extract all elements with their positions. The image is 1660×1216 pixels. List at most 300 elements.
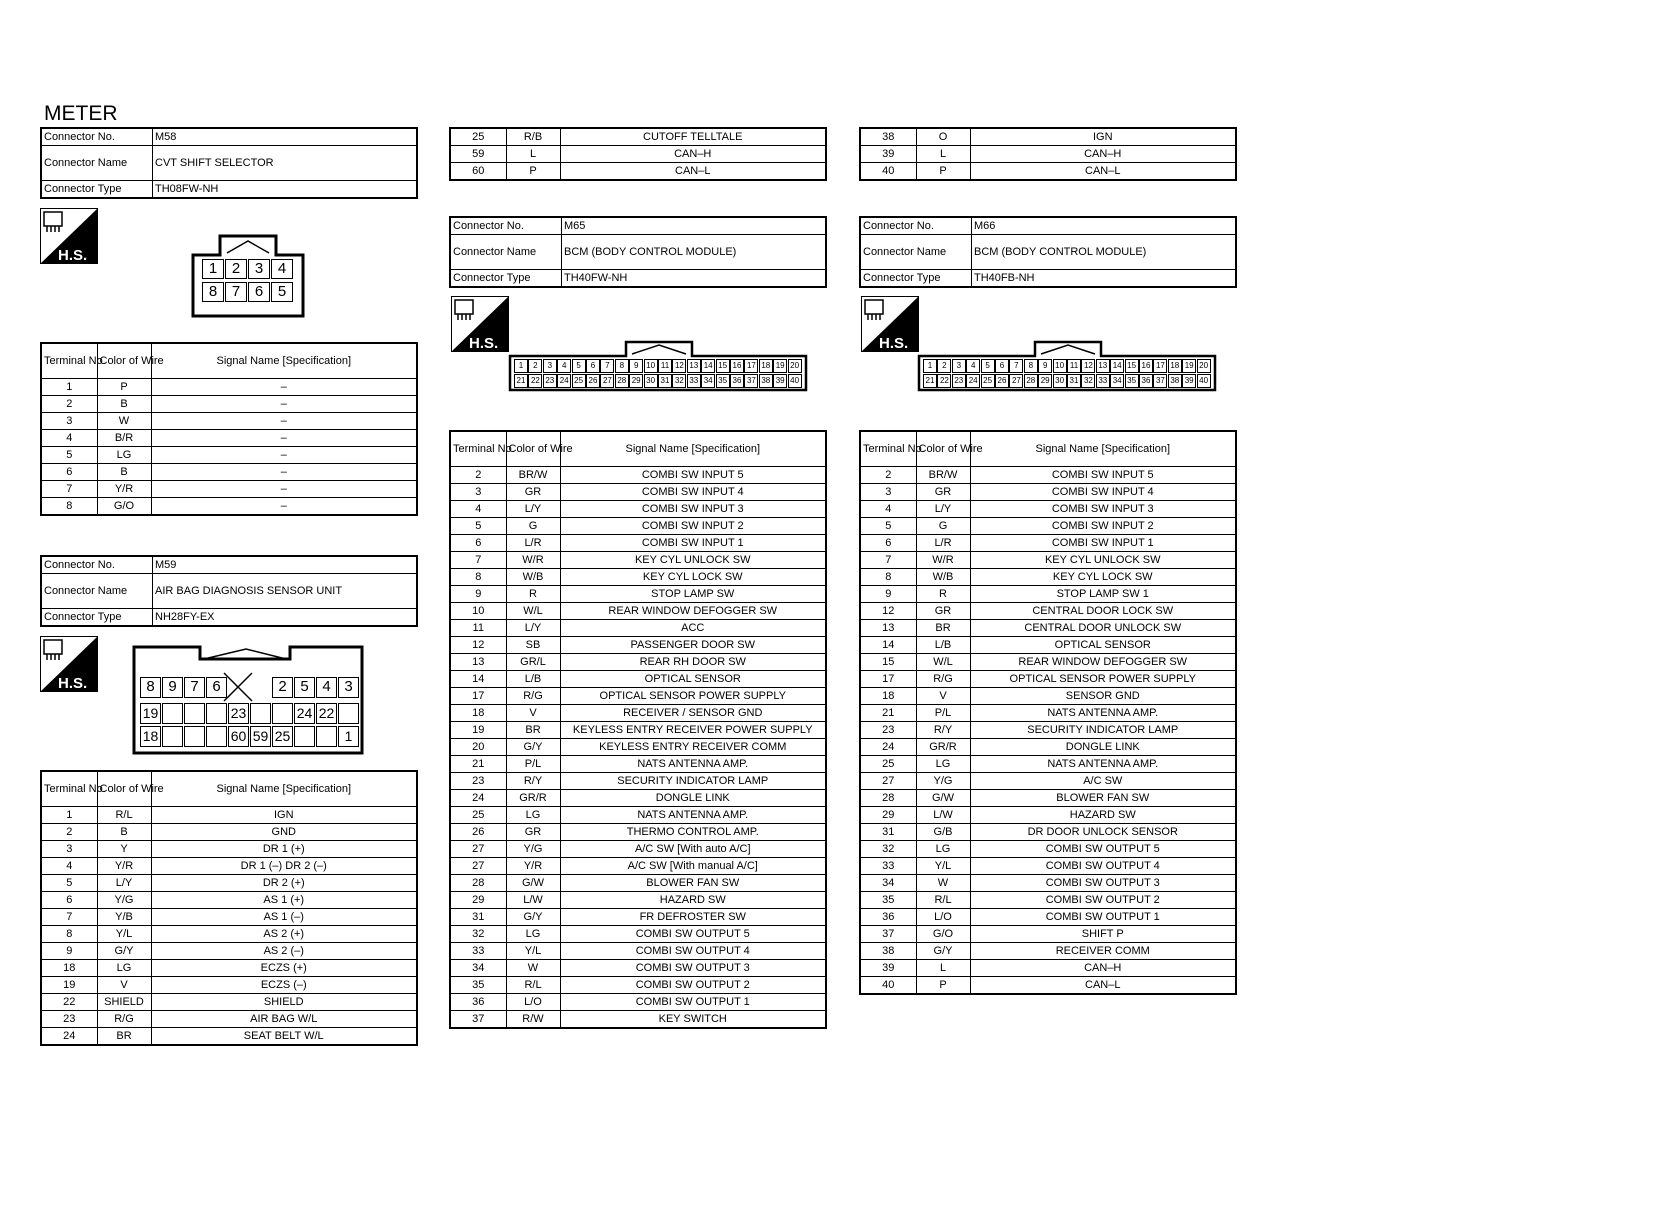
signal-name: CAN–L (970, 977, 1236, 995)
signal-name: COMBI SW INPUT 4 (560, 484, 826, 501)
terminal-no: 25 (860, 756, 916, 773)
m65-pin: 4 (557, 359, 571, 373)
table-row (860, 977, 1236, 995)
header-terminal-no: Terminal No. (860, 431, 916, 467)
signal-name: NATS ANTENNA AMP. (970, 705, 1236, 722)
empty-pin-cell (162, 726, 183, 747)
pin-cell: 6 (206, 677, 227, 698)
signal-name: RECEIVER / SENSOR GND (560, 705, 826, 722)
hs-label: H.S. (58, 675, 88, 692)
terminal-no: 40 (860, 977, 916, 995)
terminal-no: 12 (450, 637, 506, 654)
header-signal-name: Signal Name [Specification] (560, 431, 826, 467)
pin-cell: 19 (140, 703, 161, 724)
signal-name: COMBI SW INPUT 2 (560, 518, 826, 535)
empty-pin-cell (250, 703, 271, 724)
table-row (860, 773, 1236, 790)
table-row (450, 960, 826, 977)
header-terminal-no: Terminal No. (41, 771, 97, 807)
table-row (860, 569, 1236, 586)
table-row (450, 518, 826, 535)
empty-pin-cell (316, 726, 337, 747)
label-connector-type: Connector Type (860, 270, 972, 288)
wire-color: G/Y (506, 739, 560, 756)
terminal-no: 26 (450, 824, 506, 841)
wire-color: G/W (506, 875, 560, 892)
harness-side-icon (40, 208, 98, 264)
wire-color: R/Y (916, 722, 970, 739)
wire-color: R/W (506, 1011, 560, 1029)
wire-color: L/Y (916, 501, 970, 518)
m66-terminal-table (859, 430, 1237, 995)
signal-name: DR DOOR UNLOCK SENSOR (970, 824, 1236, 841)
m66-pin: 9 (1038, 359, 1052, 373)
wire-color: V (916, 688, 970, 705)
terminal-no: 24 (860, 739, 916, 756)
wire-color: B (97, 824, 151, 841)
table-row (450, 654, 826, 671)
table-row (41, 379, 417, 396)
terminal-no: 7 (41, 481, 97, 498)
m66-pin: 33 (1096, 374, 1110, 388)
signal-name: CAN–H (560, 146, 826, 163)
wire-color: O (916, 128, 970, 146)
signal-name: NATS ANTENNA AMP. (560, 807, 826, 824)
pin-cell: 60 (228, 726, 249, 747)
wire-color: R/G (506, 688, 560, 705)
wire-color: Y/L (97, 926, 151, 943)
table-row (450, 128, 826, 146)
wire-color: BR (506, 722, 560, 739)
table-row (860, 484, 1236, 501)
wire-color: G/Y (916, 943, 970, 960)
terminal-no: 18 (860, 688, 916, 705)
m59-connector-no: M59 (153, 556, 418, 574)
m58-connector-face (192, 235, 304, 317)
terminal-no: 7 (41, 909, 97, 926)
pin-cell: 1 (202, 259, 224, 279)
signal-name: DONGLE LINK (560, 790, 826, 807)
signal-name: COMBI SW OUTPUT 1 (560, 994, 826, 1011)
signal-name: AS 2 (+) (151, 926, 417, 943)
pin-cell: 3 (338, 677, 359, 698)
hs-label: H.S. (58, 247, 88, 264)
table-row (860, 960, 1236, 977)
table-row (860, 875, 1236, 892)
terminal-no: 36 (860, 909, 916, 926)
empty-pin-cell (184, 726, 205, 747)
pin-cell: 23 (228, 703, 249, 724)
terminal-no: 4 (450, 501, 506, 518)
pin-cell: 4 (271, 259, 293, 279)
terminal-no: 33 (450, 943, 506, 960)
signal-name: DR 2 (+) (151, 875, 417, 892)
m65-pin: 17 (744, 359, 758, 373)
table-row (450, 671, 826, 688)
terminal-no: 18 (41, 960, 97, 977)
terminal-no: 5 (41, 875, 97, 892)
m65-pin: 36 (730, 374, 744, 388)
terminal-no: 1 (41, 807, 97, 824)
m59-connector-face (132, 645, 364, 755)
m58-connector-no: M58 (153, 128, 418, 146)
m65-pin: 31 (658, 374, 672, 388)
terminal-no: 2 (860, 467, 916, 484)
signal-name: PASSENGER DOOR SW (560, 637, 826, 654)
wire-color: R/L (506, 977, 560, 994)
table-row (41, 447, 417, 464)
pin-cell: 9 (162, 677, 183, 698)
signal-name: COMBI SW INPUT 3 (970, 501, 1236, 518)
table-row (450, 586, 826, 603)
terminal-no: 13 (450, 654, 506, 671)
terminal-no: 32 (450, 926, 506, 943)
wire-color: L/O (506, 994, 560, 1011)
terminal-no: 8 (860, 569, 916, 586)
table-row (450, 756, 826, 773)
m65-pin: 22 (528, 374, 542, 388)
table-row (450, 484, 826, 501)
wire-color: GR/L (506, 654, 560, 671)
terminal-no: 15 (860, 654, 916, 671)
signal-name: REAR WINDOW DEFOGGER SW (560, 603, 826, 620)
m66-continued-table (859, 127, 1237, 181)
m66-pin: 6 (995, 359, 1009, 373)
terminal-no: 21 (450, 756, 506, 773)
wire-color: BR/W (916, 467, 970, 484)
empty-pin-cell (162, 703, 183, 724)
wire-color: W/B (916, 569, 970, 586)
m65-pin: 26 (586, 374, 600, 388)
m66-pin: 30 (1053, 374, 1067, 388)
table-row (860, 128, 1236, 146)
signal-name: COMBI SW OUTPUT 4 (560, 943, 826, 960)
wire-color: W/L (916, 654, 970, 671)
m66-connector-type: TH40FB-NH (972, 270, 1237, 288)
m66-pin: 10 (1053, 359, 1067, 373)
wire-color: Y (97, 841, 151, 858)
signal-name: OPTICAL SENSOR (970, 637, 1236, 654)
table-row (450, 637, 826, 654)
table-row (450, 552, 826, 569)
wire-color: Y/R (97, 481, 151, 498)
m65-pin: 12 (672, 359, 686, 373)
m66-pin: 3 (952, 359, 966, 373)
m66-pin: 32 (1081, 374, 1095, 388)
empty-pin-cell (272, 703, 293, 724)
m65-pin: 29 (629, 374, 643, 388)
wire-color: R/B (506, 128, 560, 146)
terminal-no: 28 (860, 790, 916, 807)
wire-color: L/R (506, 535, 560, 552)
wire-color: GR (916, 484, 970, 501)
m66-connector-name: BCM (BODY CONTROL MODULE) (972, 235, 1237, 270)
signal-name: KEYLESS ENTRY RECEIVER COMM (560, 739, 826, 756)
table-header (860, 431, 1236, 467)
wire-color: L/Y (506, 620, 560, 637)
table-row (41, 909, 417, 926)
terminal-no: 39 (860, 960, 916, 977)
signal-name: SHIFT P (970, 926, 1236, 943)
m66-pin: 4 (966, 359, 980, 373)
table-header (41, 343, 417, 379)
label-connector-name: Connector Name (860, 235, 972, 270)
table-row (450, 841, 826, 858)
signal-name: – (151, 396, 417, 413)
table-row (41, 926, 417, 943)
wire-color: W (506, 960, 560, 977)
table-row (41, 960, 417, 977)
wire-color: L (916, 960, 970, 977)
signal-name: CAN–H (970, 960, 1236, 977)
signal-name: SECURITY INDICATOR LAMP (970, 722, 1236, 739)
m66-pin: 38 (1168, 374, 1182, 388)
signal-name: COMBI SW OUTPUT 5 (560, 926, 826, 943)
wire-color: L/B (506, 671, 560, 688)
m66-pin: 8 (1024, 359, 1038, 373)
m66-pin: 15 (1125, 359, 1139, 373)
m65-pin: 21 (514, 374, 528, 388)
table-row (860, 909, 1236, 926)
m59-info-table (40, 555, 418, 627)
m66-pin: 1 (923, 359, 937, 373)
signal-name: NATS ANTENNA AMP. (970, 756, 1236, 773)
wire-color: LG (97, 447, 151, 464)
label-connector-type: Connector Type (450, 270, 562, 288)
wire-color: LG (506, 807, 560, 824)
table-row (41, 430, 417, 447)
table-row (860, 518, 1236, 535)
terminal-no: 25 (450, 128, 506, 146)
terminal-no: 5 (860, 518, 916, 535)
table-row (860, 841, 1236, 858)
terminal-no: 13 (860, 620, 916, 637)
page-title: METER (44, 102, 118, 125)
signal-name: COMBI SW OUTPUT 1 (970, 909, 1236, 926)
m65-pin: 14 (701, 359, 715, 373)
m66-pin: 5 (981, 359, 995, 373)
hs-label: H.S. (469, 335, 499, 352)
m66-pin: 13 (1096, 359, 1110, 373)
m66-pin: 2 (937, 359, 951, 373)
terminal-no: 23 (41, 1011, 97, 1028)
table-row (860, 146, 1236, 163)
table-row (860, 637, 1236, 654)
m65-connector-face (508, 340, 808, 392)
pin-cell: 6 (248, 282, 270, 302)
signal-name: A/C SW (970, 773, 1236, 790)
terminal-no: 23 (450, 773, 506, 790)
table-row (450, 909, 826, 926)
signal-name: – (151, 464, 417, 481)
signal-name: AS 1 (+) (151, 892, 417, 909)
wire-color: G/O (97, 498, 151, 516)
wire-color: R (916, 586, 970, 603)
terminal-no: 6 (41, 464, 97, 481)
terminal-no: 27 (450, 858, 506, 875)
table-row (450, 994, 826, 1011)
wire-color: Y/G (97, 892, 151, 909)
m65-connector-no: M65 (562, 217, 827, 235)
wire-color: G/O (916, 926, 970, 943)
signal-name: CAN–L (970, 163, 1236, 181)
m66-pin: 18 (1168, 359, 1182, 373)
terminal-no: 3 (860, 484, 916, 501)
terminal-no: 3 (41, 841, 97, 858)
terminal-no: 7 (860, 552, 916, 569)
signal-name: IGN (151, 807, 417, 824)
m65-terminal-table (449, 430, 827, 1029)
m66-pin: 17 (1153, 359, 1167, 373)
terminal-no: 10 (450, 603, 506, 620)
table-row (450, 807, 826, 824)
table-row (450, 926, 826, 943)
signal-name: BLOWER FAN SW (560, 875, 826, 892)
signal-name: ECZS (–) (151, 977, 417, 994)
m65-connector-type: TH40FW-NH (562, 270, 827, 288)
m66-pin: 12 (1081, 359, 1095, 373)
signal-name: A/C SW [With manual A/C] (560, 858, 826, 875)
m59-connector-type: NH28FY-EX (153, 609, 418, 627)
signal-name: COMBI SW INPUT 4 (970, 484, 1236, 501)
m66-pin: 28 (1024, 374, 1038, 388)
table-row (860, 552, 1236, 569)
m66-pin: 35 (1125, 374, 1139, 388)
m65-pin: 16 (730, 359, 744, 373)
table-row (41, 481, 417, 498)
m66-pin: 19 (1182, 359, 1196, 373)
table-header (41, 771, 417, 807)
header-signal-name: Signal Name [Specification] (151, 343, 417, 379)
label-connector-type: Connector Type (41, 181, 153, 199)
table-row (860, 535, 1236, 552)
table-row (860, 892, 1236, 909)
wire-color: LG (916, 756, 970, 773)
signal-name: GND (151, 824, 417, 841)
wire-color: P/L (506, 756, 560, 773)
wire-color: P (506, 163, 560, 181)
signal-name: KEY CYL UNLOCK SW (970, 552, 1236, 569)
table-row (450, 875, 826, 892)
wire-color: L/Y (506, 501, 560, 518)
table-row (860, 586, 1236, 603)
signal-name: COMBI SW INPUT 2 (970, 518, 1236, 535)
signal-name: COMBI SW INPUT 1 (970, 535, 1236, 552)
wire-color: LG (916, 841, 970, 858)
table-row (450, 824, 826, 841)
wire-color: Y/L (506, 943, 560, 960)
table-row (450, 163, 826, 181)
terminal-no: 40 (860, 163, 916, 181)
table-row (860, 756, 1236, 773)
signal-name: HAZARD SW (970, 807, 1236, 824)
signal-name: CENTRAL DOOR UNLOCK SW (970, 620, 1236, 637)
wire-color: R/L (916, 892, 970, 909)
table-row (41, 413, 417, 430)
terminal-no: 3 (41, 413, 97, 430)
signal-name: ECZS (+) (151, 960, 417, 977)
terminal-no: 9 (450, 586, 506, 603)
table-row (41, 875, 417, 892)
terminal-no: 25 (450, 807, 506, 824)
terminal-no: 3 (450, 484, 506, 501)
m59-terminal-table (40, 770, 418, 1046)
table-row (450, 501, 826, 518)
wire-color: Y/R (506, 858, 560, 875)
terminal-no: 28 (450, 875, 506, 892)
table-row (41, 943, 417, 960)
m65-pin: 25 (572, 374, 586, 388)
header-signal-name: Signal Name [Specification] (151, 771, 417, 807)
terminal-no: 35 (450, 977, 506, 994)
terminal-no: 39 (860, 146, 916, 163)
signal-name: FR DEFROSTER SW (560, 909, 826, 926)
pin-cell: 5 (271, 282, 293, 302)
m66-pin: 34 (1110, 374, 1124, 388)
signal-name: CAN–L (560, 163, 826, 181)
m65-pin: 7 (600, 359, 614, 373)
table-row (41, 1028, 417, 1046)
pin-cell: 5 (294, 677, 315, 698)
wire-color: BR (916, 620, 970, 637)
m65-pin: 11 (658, 359, 672, 373)
wire-color: Y/G (916, 773, 970, 790)
terminal-no: 29 (450, 892, 506, 909)
table-row (41, 977, 417, 994)
wire-color: GR (916, 603, 970, 620)
signal-name: STOP LAMP SW 1 (970, 586, 1236, 603)
wire-color: W/B (506, 569, 560, 586)
table-row (41, 498, 417, 516)
signal-name: SEAT BELT W/L (151, 1028, 417, 1046)
signal-name: KEYLESS ENTRY RECEIVER POWER SUPPLY (560, 722, 826, 739)
m66-pin: 14 (1110, 359, 1124, 373)
m65-pin: 18 (759, 359, 773, 373)
m66-pin: 31 (1067, 374, 1081, 388)
m66-connector-no: M66 (972, 217, 1237, 235)
header-signal-name: Signal Name [Specification] (970, 431, 1236, 467)
m65-pin: 39 (773, 374, 787, 388)
pin-cell: 2 (225, 259, 247, 279)
signal-name: NATS ANTENNA AMP. (560, 756, 826, 773)
m65-info-table (449, 216, 827, 288)
label-connector-no: Connector No. (41, 556, 153, 574)
m65-pin: 34 (701, 374, 715, 388)
harness-side-icon (40, 636, 98, 692)
table-row (450, 773, 826, 790)
terminal-no: 23 (860, 722, 916, 739)
m65-pin: 40 (788, 374, 802, 388)
terminal-no: 27 (860, 773, 916, 790)
m65-pin: 10 (644, 359, 658, 373)
signal-name: – (151, 379, 417, 396)
terminal-no: 19 (41, 977, 97, 994)
m66-pin: 29 (1038, 374, 1052, 388)
wire-color: BR/W (506, 467, 560, 484)
signal-name: AIR BAG W/L (151, 1011, 417, 1028)
signal-name: THERMO CONTROL AMP. (560, 824, 826, 841)
signal-name: COMBI SW OUTPUT 3 (560, 960, 826, 977)
signal-name: COMBI SW OUTPUT 4 (970, 858, 1236, 875)
table-row (860, 671, 1236, 688)
table-row (41, 1011, 417, 1028)
label-connector-no: Connector No. (41, 128, 153, 146)
terminal-no: 59 (450, 146, 506, 163)
wire-color: L/R (916, 535, 970, 552)
wire-color: W/L (506, 603, 560, 620)
m65-pin: 37 (744, 374, 758, 388)
m65-pin: 23 (543, 374, 557, 388)
